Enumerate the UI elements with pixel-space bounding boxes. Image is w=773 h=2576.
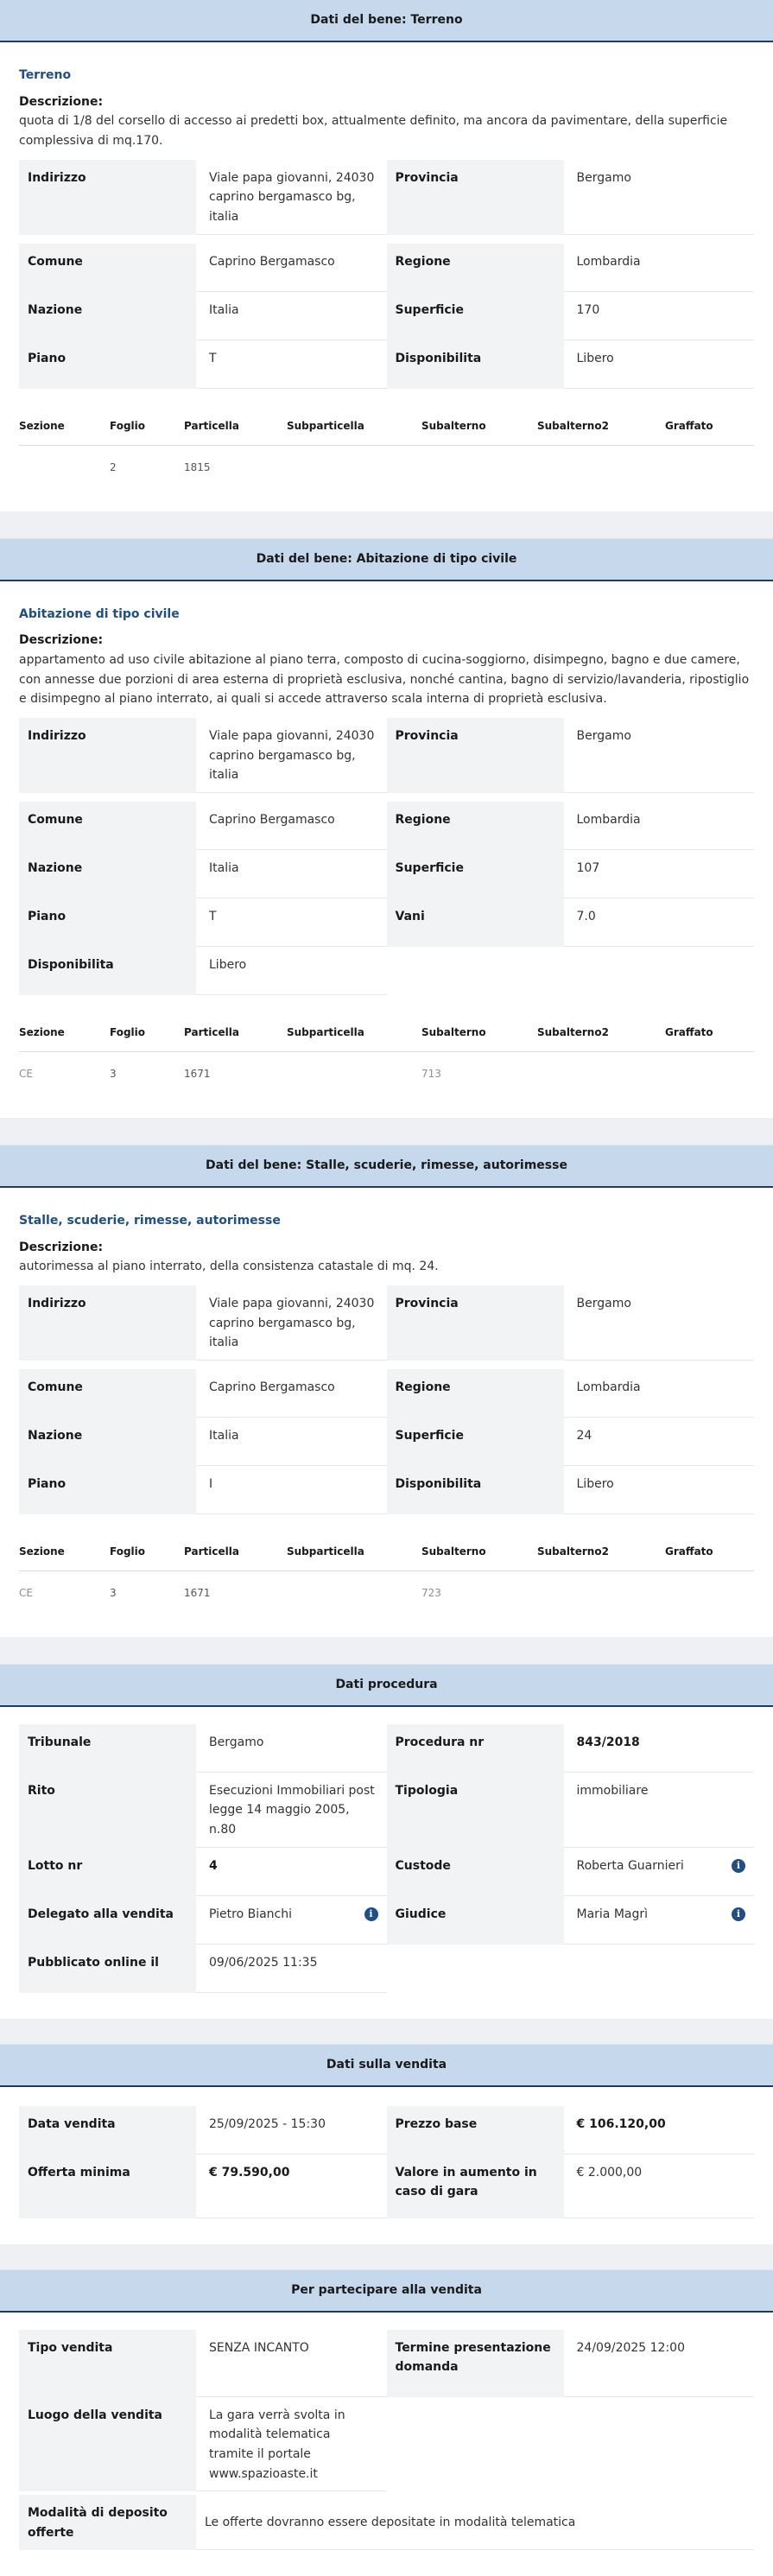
field-label: Comune — [19, 1369, 196, 1418]
field-label: Tipo vendita — [19, 2330, 196, 2397]
description-label: Descrizione: — [19, 633, 104, 648]
field-row — [387, 2154, 755, 2218]
field-label: Luogo della vendita — [19, 2397, 196, 2492]
field-row — [19, 2154, 387, 2218]
cell-particella: 1815 — [184, 461, 211, 474]
section-header: Dati sulla vendita — [0, 2045, 773, 2087]
column-header: Sezione — [19, 1019, 110, 1052]
column-header: Foglio — [110, 413, 184, 446]
field-label: Superficie — [387, 850, 564, 898]
column-header: Subparticella — [287, 413, 421, 446]
field-label: Termine presentazione domanda — [387, 2330, 564, 2397]
field-row — [387, 1369, 755, 1418]
field-value: Lombardia — [564, 244, 755, 292]
info-icon[interactable]: i — [732, 1859, 745, 1873]
field-label: Giudice — [387, 1896, 564, 1945]
deposito-value: Le offerte dovranno essere depositate in modalità telematica — [196, 2495, 754, 2549]
cell-subalterno: 723 — [421, 1587, 441, 1600]
cadastral-table — [19, 413, 754, 485]
field-value: Viale papa giovanni, 24030 caprino bergamasco bg, italia — [196, 160, 387, 235]
field-row — [19, 1945, 387, 1993]
field-value: Bergamo — [564, 160, 755, 235]
cell-subalterno — [421, 446, 537, 485]
field-grid — [19, 1285, 754, 1514]
rito-value: Esecuzioni Immobiliari post legge 14 maggio 2005, n.80 — [196, 1773, 387, 1848]
cadastral-table — [19, 1019, 754, 1092]
field-row — [19, 2495, 754, 2549]
cell-subparticella — [287, 1052, 421, 1092]
field-value: Italia — [196, 1418, 387, 1466]
field-value: Italia — [196, 292, 387, 340]
custode-value — [564, 1848, 755, 1896]
cell-graffato — [665, 446, 754, 485]
field-label: Nazione — [19, 292, 196, 340]
cell-graffato — [665, 1571, 754, 1611]
cell-subparticella — [287, 446, 421, 485]
section-header: Dati procedura — [0, 1665, 773, 1707]
field-value: Viale papa giovanni, 24030 caprino bergamasco bg, italia — [196, 718, 387, 793]
field-label: Piano — [19, 340, 196, 389]
field-grid — [19, 160, 754, 389]
field-value: Libero — [564, 340, 755, 389]
field-label: Provincia — [387, 160, 564, 235]
description-label: Descrizione: — [19, 1240, 104, 1254]
column-header: Sezione — [19, 1539, 110, 1571]
section-separator — [0, 511, 773, 539]
cell-subalterno: 713 — [421, 1068, 441, 1081]
field-value: T — [196, 898, 387, 947]
cell-particella: 1671 — [184, 1587, 211, 1600]
field-row — [19, 898, 387, 947]
description-text: autorimessa al piano interrato, della consistenza catastale di mq. 24. — [19, 1259, 439, 1274]
procedura-nr-value: 843/2018 — [564, 1724, 755, 1773]
field-row — [387, 1466, 755, 1514]
cadastral-table — [19, 1539, 754, 1611]
section-header: Dati del bene: Abitazione di tipo civile — [0, 539, 773, 581]
column-header: Subalterno — [421, 413, 537, 446]
field-row — [19, 1773, 387, 1848]
table-row — [19, 446, 754, 485]
info-icon[interactable]: i — [732, 1907, 745, 1921]
field-value: T — [196, 340, 387, 389]
field-label: Procedura nr — [387, 1724, 564, 1773]
offerta-minima-value: € 79.590,00 — [196, 2154, 387, 2218]
field-row — [387, 340, 755, 389]
column-header: Graffato — [665, 1539, 754, 1571]
field-value: I — [196, 1466, 387, 1514]
field-label: Provincia — [387, 718, 564, 793]
field-value: Libero — [196, 947, 387, 995]
field-value: Bergamo — [564, 718, 755, 793]
column-header: Subparticella — [287, 1539, 421, 1571]
field-row — [387, 1848, 755, 1896]
field-row — [387, 1724, 755, 1773]
cadastral-header-row — [19, 1539, 754, 1571]
section-header: Dati del bene: Terreno — [0, 0, 773, 42]
custode-name: Roberta Guarnieri — [576, 1858, 684, 1873]
field-label: Lotto nr — [19, 1848, 196, 1896]
field-row — [387, 2106, 755, 2154]
section-body — [0, 2313, 773, 2576]
cadastral-header-row — [19, 413, 754, 446]
section-separator — [0, 2244, 773, 2270]
field-label: Tipologia — [387, 1773, 564, 1848]
field-label: Valore in aumento in caso di gara — [387, 2154, 564, 2218]
field-value: 170 — [564, 292, 755, 340]
field-label: Regione — [387, 1369, 564, 1418]
column-header: Graffato — [665, 1019, 754, 1052]
aumento-value: € 2.000,00 — [564, 2154, 755, 2218]
section-separator — [0, 1637, 773, 1665]
field-label: Offerta minima — [19, 2154, 196, 2218]
vendita-section — [0, 2045, 773, 2244]
field-row — [387, 1285, 755, 1361]
column-header: Subalterno2 — [537, 1019, 665, 1052]
bene-title: Stalle, scuderie, rimesse, autorimesse — [19, 1213, 281, 1228]
field-label: Piano — [19, 898, 196, 947]
field-row — [19, 1724, 387, 1773]
column-header: Subparticella — [287, 1019, 421, 1052]
field-row — [387, 2330, 755, 2397]
field-label: Comune — [19, 244, 196, 292]
field-grid — [19, 2106, 754, 2218]
field-row — [19, 1285, 387, 1361]
column-header: Foglio — [110, 1539, 184, 1571]
description-text: appartamento ad uso civile abitazione al piano terra, composto di cucina-soggiorno, disimpegno, bagno e due camere, con annesse due porzioni di area esterna di proprietà esclusiva, nonché cantina, bagno di servizio/lavanderia, ripostiglio e disimpegno al piano interrato, ai quali si accede attraverso scala interna di proprietà esclusiva. — [19, 652, 750, 707]
cadastral-header-row — [19, 1019, 754, 1052]
section-body — [0, 42, 773, 511]
termine-value: 24/09/2025 12:00 — [564, 2330, 755, 2397]
cell-subalterno2 — [537, 446, 665, 485]
cell-sezione — [19, 446, 110, 485]
field-row — [387, 160, 755, 235]
field-grid — [19, 2330, 754, 2492]
column-header: Foglio — [110, 1019, 184, 1052]
cell-foglio: 3 — [110, 1587, 117, 1600]
field-row — [387, 1896, 755, 1945]
field-row — [19, 2106, 387, 2154]
field-row — [19, 1369, 387, 1418]
column-header: Particella — [184, 1019, 287, 1052]
field-value: 107 — [564, 850, 755, 898]
field-label: Pubblicato online il — [19, 1945, 196, 1993]
column-header: Particella — [184, 1539, 287, 1571]
section-body — [0, 1707, 773, 2019]
field-row — [19, 1418, 387, 1466]
info-icon[interactable]: i — [364, 1907, 378, 1921]
tipo-vendita-value: SENZA INCANTO — [196, 2330, 387, 2397]
field-value: Bergamo — [564, 1285, 755, 1361]
cell-foglio: 2 — [110, 461, 117, 474]
bene-section-autorimessa — [0, 1145, 773, 1637]
field-row — [19, 1848, 387, 1896]
field-row — [19, 802, 387, 850]
column-header: Particella — [184, 413, 287, 446]
field-label: Prezzo base — [387, 2106, 564, 2154]
cell-sezione: CE — [19, 1068, 33, 1081]
bene-section-terreno — [0, 0, 773, 511]
field-label: Custode — [387, 1848, 564, 1896]
cell-subparticella — [287, 1571, 421, 1611]
field-label: Tribunale — [19, 1724, 196, 1773]
field-label: Vani — [387, 898, 564, 947]
tribunale-value: Bergamo — [196, 1724, 387, 1773]
field-row — [387, 292, 755, 340]
field-row — [19, 340, 387, 389]
field-row — [19, 718, 387, 793]
table-row — [19, 1571, 754, 1611]
field-row — [19, 1896, 387, 1945]
field-row — [387, 898, 755, 947]
field-grid — [19, 718, 754, 995]
field-label: Disponibilita — [387, 340, 564, 389]
procedura-section — [0, 1665, 773, 2019]
table-row — [19, 1052, 754, 1092]
column-header: Subalterno2 — [537, 413, 665, 446]
field-label: Indirizzo — [19, 718, 196, 793]
giudice-value — [564, 1896, 755, 1945]
field-row — [387, 1418, 755, 1466]
field-row — [19, 2330, 387, 2397]
bene-section-abitazione — [0, 539, 773, 1118]
field-value: Caprino Bergamasco — [196, 244, 387, 292]
pubblicato-value: 09/06/2025 11:35 — [196, 1945, 387, 1993]
field-label: Data vendita — [19, 2106, 196, 2154]
field-row — [19, 292, 387, 340]
field-value: 24 — [564, 1418, 755, 1466]
section-separator — [0, 2019, 773, 2045]
field-row — [387, 850, 755, 898]
field-value: Caprino Bergamasco — [196, 1369, 387, 1418]
field-label: Regione — [387, 244, 564, 292]
delegato-name: Pietro Bianchi — [209, 1907, 292, 1921]
field-row — [387, 718, 755, 793]
column-header: Subalterno2 — [537, 1539, 665, 1571]
field-value: Viale papa giovanni, 24030 caprino bergamasco bg, italia — [196, 1285, 387, 1361]
field-label: Indirizzo — [19, 1285, 196, 1361]
section-separator — [0, 1118, 773, 1145]
section-body — [0, 1188, 773, 1637]
field-value: 7.0 — [564, 898, 755, 947]
lotto-value: 4 — [196, 1848, 387, 1896]
field-row — [387, 1773, 755, 1848]
description-label: Descrizione: — [19, 94, 104, 109]
delegato-value — [196, 1896, 387, 1945]
field-row — [19, 244, 387, 292]
field-label: Nazione — [19, 850, 196, 898]
field-value: Italia — [196, 850, 387, 898]
section-header: Per partecipare alla vendita — [0, 2270, 773, 2313]
field-label: Rito — [19, 1773, 196, 1848]
section-body — [0, 581, 773, 1118]
giudice-name: Maria Magrì — [576, 1907, 649, 1921]
column-header: Subalterno — [421, 1539, 537, 1571]
cell-graffato — [665, 1052, 754, 1092]
field-label: Disponibilita — [19, 947, 196, 995]
field-grid — [19, 1724, 754, 1993]
bene-title: Terreno — [19, 68, 72, 82]
column-header: Subalterno — [421, 1019, 537, 1052]
field-value: Caprino Bergamasco — [196, 802, 387, 850]
field-label: Superficie — [387, 292, 564, 340]
section-header: Dati del bene: Stalle, scuderie, rimesse, autorimesse — [0, 1145, 773, 1188]
description-text: quota di 1/8 del corsello di accesso ai predetti box, attualmente definito, ma ancora da pavimentare, della superficie complessiva di mq.170. — [19, 114, 728, 149]
tipologia-value: immobiliare — [564, 1773, 755, 1848]
cell-sezione: CE — [19, 1587, 33, 1600]
field-row — [19, 2397, 387, 2492]
section-body — [0, 2087, 773, 2244]
column-header: Graffato — [665, 413, 754, 446]
luogo-value: La gara verrà svolta in modalità telematica tramite il portale www.spazioaste.it — [196, 2397, 387, 2492]
column-header: Sezione — [19, 413, 110, 446]
field-label: Piano — [19, 1466, 196, 1514]
field-row — [387, 244, 755, 292]
field-label: Nazione — [19, 1418, 196, 1466]
field-label: Modalità di deposito offerte — [19, 2495, 196, 2549]
bene-title: Abitazione di tipo civile — [19, 606, 180, 621]
field-label: Comune — [19, 802, 196, 850]
field-label: Regione — [387, 802, 564, 850]
field-value: Lombardia — [564, 802, 755, 850]
cell-subalterno2 — [537, 1052, 665, 1092]
field-label: Provincia — [387, 1285, 564, 1361]
field-value: Libero — [564, 1466, 755, 1514]
field-row — [19, 1466, 387, 1514]
field-label: Disponibilita — [387, 1466, 564, 1514]
field-row — [387, 802, 755, 850]
cell-subalterno2 — [537, 1571, 665, 1611]
cell-particella: 1671 — [184, 1068, 211, 1081]
field-row — [19, 160, 387, 235]
field-value: Lombardia — [564, 1369, 755, 1418]
prezzo-base-value: € 106.120,00 — [564, 2106, 755, 2154]
field-label: Superficie — [387, 1418, 564, 1466]
field-row — [19, 947, 387, 995]
cell-foglio: 3 — [110, 1068, 117, 1081]
field-label: Delegato alla vendita — [19, 1896, 196, 1945]
partecipare-section — [0, 2270, 773, 2576]
field-label: Indirizzo — [19, 160, 196, 235]
field-row — [19, 850, 387, 898]
data-vendita-value: 25/09/2025 - 15:30 — [196, 2106, 387, 2154]
